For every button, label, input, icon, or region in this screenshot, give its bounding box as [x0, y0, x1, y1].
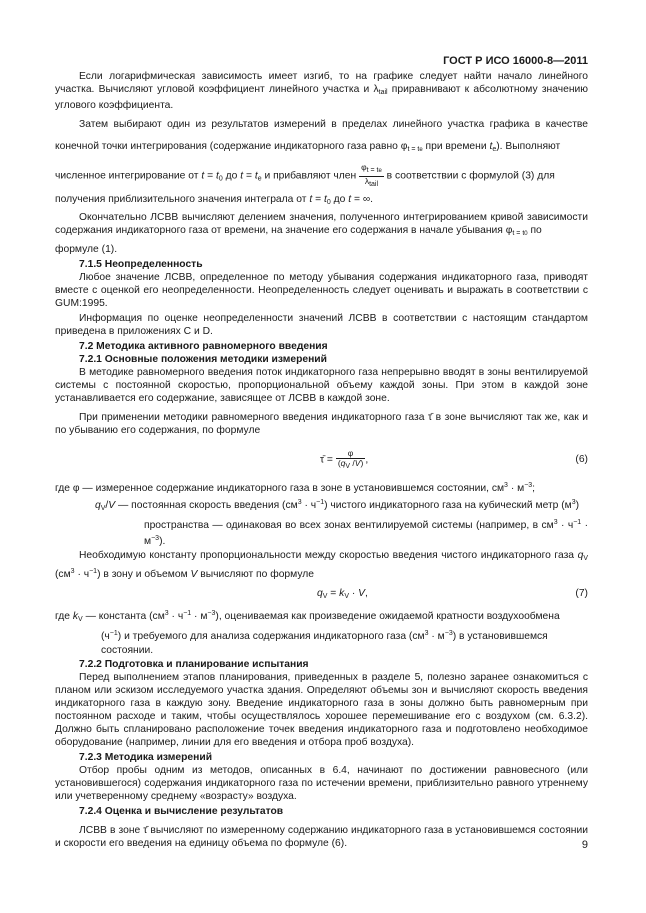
paragraph: Перед выполнением этапов планирования, приведенных в разделе 5, полезно заранее ознакомиться с планом или эскизом исследуемого участка здания. Определяют объемы зон и вычисляют скорость введения индикаторного газа в каждую зону. Введение индикаторного газа в зоны должно быть равномерным при постоянном расходе и таким, чтобы осуществлялось хорошее перемешивание его с воздухом (см. 6.3.2). Должно быть спланировано расположение точек введения индикаторного газа и подготовлено необходимое оборудование (например, линии для его введения и отбора проб воздуха).: [55, 671, 588, 748]
formula-6: τ̄ = $\frac{\varphi}{(q_V /V)}$ , (6): [320, 447, 588, 470]
paragraph: Затем выбирают один из результатов измерений в пределах линейного участка графика в качестве конечной точки интегрирования (содержание индикаторного газа равно $\varphi_{t = te}$ при времени $t_e$). Выполняют: [55, 119, 588, 153]
paragraph: Если логарифмическая зависимость имеет изгиб, то на графике следует найти начало линейного участка. Вычисляют угловой коэффициент линейного участка и $\lambda_{tail}$ приравнивают к абсолютному значению углового коэффициента.: [55, 71, 588, 111]
paragraph: Окончательно ЛСВВ вычисляют делением значения, полученного интегрированием кривой зависимости содержания индикаторного газа от времени, на значение его содержания в начале убывания $\varphi_{t = t0}$ по: [55, 211, 588, 237]
section-heading: 7.1.5 Неопределенность: [79, 258, 203, 270]
section-heading: 7.2 Методика активного равномерного введения: [79, 340, 328, 352]
paragraph: ЛСВВ в зоне τ̄ вычисляют по измеренному содержанию индикаторного газа в установившемся состоянии и скорости его введения на единицу объема по формуле (6).: [55, 824, 588, 849]
paragraph: получения приблизительного значения интеграла от $t = t_0$ до t = ∞.: [55, 193, 374, 206]
paragraph: При применении методики равномерного введения индикаторного газа τ̄ в зоне вычисляют так же, как и по убыванию его содержания, по формуле: [55, 411, 588, 436]
paragraph: численное интегрирование от $t = t_0$ до $t = t_e$ и прибавляют член $\frac{\varphi_{t = te}}{\lambda_{tail}}$ в соответствии с формулой (3) для: [55, 162, 555, 188]
paragraph: Любое значение ЛСВВ, определенное по методу убывания содержания индикаторного газа, приводят вместе с оценкой его неопределенности. Неопределенность следует оценивать и выражать в соответствии с GUM:1995.: [55, 271, 588, 309]
paragraph: Необходимую константу пропорциональности между скоростью введения чистого индикаторного газа $q_V$ $(см^3 \cdot ч^{-1})$ в зону и объемом V вычисляют по формуле: [55, 549, 588, 580]
formula-7: $q_V = k_V \cdot V$, (7): [317, 587, 588, 600]
definition: $q_V/V$ — постоянная скорость введения $(см^3 \cdot ч^{-1})$ чистого индикаторного газа на кубический метр $(м^3)$: [95, 498, 580, 512]
definition: состоянии.: [101, 644, 154, 656]
page-number: 9: [581, 839, 588, 851]
definition: где φ — измеренное содержание индикаторного газа в зоне в установившемся состоянии, $см^3 \cdot м^{-3}$;: [55, 481, 536, 494]
document-body: [55, 70, 588, 852]
paragraph: Информация по оценке неопределенности значений ЛСВВ в соответствии с настоящим стандартом приведена в приложениях С и D.: [55, 312, 588, 337]
section-heading: 7.2.4 Оценка и вычисление результатов: [79, 805, 284, 817]
definition: где $k_V$ — константа $(см^3 \cdot ч^{-1} \cdot м^{-3})$, оцениваемая как произведение ожидаемой кратности воздухообмена: [55, 609, 560, 623]
section-heading: 7.2.2 Подготовка и планирование испытания: [79, 658, 309, 670]
section-heading: 7.2.3 Методика измерений: [79, 751, 213, 763]
paragraph: формуле (1).: [55, 243, 118, 255]
paragraph: Отбор пробы одним из методов, описанных в 6.4, начинают по достижении равновесного (или установившегося) содержания индикаторного газа по истечении времени, приблизительно равного утреннему или учетверенному среднему «возрасту» воздуха.: [55, 764, 588, 802]
section-heading: 7.2.1 Основные положения методики измерений: [79, 353, 327, 365]
document-header: ГОСТ Р ИСО 16000-8—2011: [443, 55, 588, 67]
definition: пространства — одинаковая во всех зонах вентилируемой системы (например, в $см^3 \cdot ч^{-1} \cdot м^{-3}$).: [144, 518, 589, 547]
definition: $(ч^{-1})$ и требуемого для анализа содержания индикаторного газа $(см^3 \cdot м^{-3})$ в установившемся: [101, 629, 548, 642]
paragraph: В методике равномерного введения поток индикаторного газа непрерывно вводят в зоны вентилируемой системы с постоянной скоростью, пропорциональной объему каждой зоны. При этом в каждой зоне устанавливается его содержание, зависящее от ЛСВВ в каждой зоне.: [55, 366, 588, 404]
fraction: $\frac{\varphi_{t = te}}{\lambda_{tail}}$: [361, 162, 382, 188]
